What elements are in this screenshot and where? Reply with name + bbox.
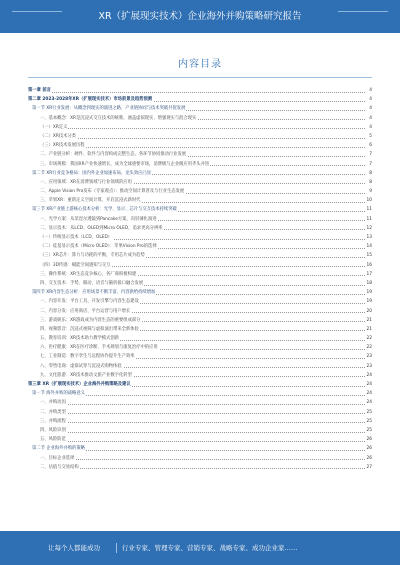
toc-entry[interactable] xyxy=(28,435,372,444)
toc-entry[interactable] xyxy=(28,132,372,141)
toc-entry[interactable] xyxy=(28,95,372,104)
toc-entry-text: 二、内容分发：应用商店、平台运营与用户增长 xyxy=(40,307,131,316)
toc-entry-page: 24 xyxy=(366,371,372,380)
toc-leader-dots xyxy=(40,404,365,405)
toc-entry[interactable] xyxy=(28,297,372,306)
toc-entry[interactable] xyxy=(28,224,372,233)
toc-entry[interactable] xyxy=(28,444,372,453)
toc-entry-page: 18 xyxy=(366,279,372,288)
toc-entry-text: 第一节 XR行业发展：从概念到现实的演进之路，产业链协同与技术突破共促发展 xyxy=(32,104,186,113)
toc-entry-page: 20 xyxy=(366,307,372,316)
toc-entry-page: 6 xyxy=(366,141,372,150)
toc-entry-page: 4 xyxy=(366,86,372,95)
footer-tagline: 行业专家、管理专家、营销专家、战略专家、成功企业家…… xyxy=(122,544,298,552)
toc-entry[interactable] xyxy=(28,371,372,380)
toc-entry[interactable] xyxy=(28,463,372,472)
toc-entry-text: 二、Apple Vision Pro发布（专家观点）：推动空间计算普及与行业生态发展 xyxy=(40,187,185,196)
toc-entry-text: （二）XR技术分类 xyxy=(40,132,77,141)
toc-entry-text: 一、光学方案：从菲涅尔透镜到Pancake方案，向轻薄化演进 xyxy=(40,215,158,224)
toc-entry-text: 三、市场规模：我国XR产业快速增长，成为全球重要市场，消费级与企业级应用齐头并进 xyxy=(40,160,210,169)
toc-entry[interactable] xyxy=(28,279,372,288)
toc-entry[interactable] xyxy=(28,123,372,132)
toc-entry[interactable] xyxy=(28,215,372,224)
toc-entry[interactable] xyxy=(28,251,372,260)
toc-entry-text: 一、目标企业选择 xyxy=(40,454,75,463)
toc-entry-page: 7 xyxy=(366,160,372,169)
toc-entry[interactable] xyxy=(28,288,372,297)
toc-entry-page: 22 xyxy=(366,343,372,352)
toc-entry-page: 11 xyxy=(366,215,372,224)
toc-entry-text: （二）硅基显示技术（Micro OLED）：苹果Vision Pro的选择 xyxy=(40,242,158,251)
toc-entry[interactable] xyxy=(28,187,372,196)
toc-entry[interactable] xyxy=(28,270,372,279)
toc-entry-page: 5 xyxy=(366,132,372,141)
toc-entry-page: 17 xyxy=(366,270,372,279)
toc-entry-text: （三）XR芯片：算力与功耗的平衡，专用芯片成为趋势 xyxy=(40,251,146,260)
toc-entry-text: （一）XR定义 xyxy=(40,123,68,132)
toc-entry-page: 12 xyxy=(366,224,372,233)
toc-entry-text: 第二节 XR行业竞争格局：国内外企业加速布局，龙头效应凸显 xyxy=(32,169,152,178)
toc-entry[interactable] xyxy=(28,86,372,95)
header-bar xyxy=(0,0,400,33)
toc-entry-page: 8 xyxy=(366,178,372,187)
toc-leader-dots xyxy=(40,459,365,460)
toc-entry[interactable] xyxy=(28,242,372,251)
toc-entry[interactable] xyxy=(28,389,372,398)
toc-entry[interactable] xyxy=(28,160,372,169)
toc-entry-text: 四、交互技术：手势、眼动、语音与脑机接口融合发展 xyxy=(40,279,144,288)
toc-leader-dots xyxy=(28,92,365,93)
toc-entry-text: 第三章 XR（扩展现实技术）企业海外并购策略及建议 xyxy=(28,380,132,389)
toc-entry-text: 一、并购动因 xyxy=(40,398,67,407)
toc-entry[interactable] xyxy=(28,205,372,214)
toc-entry-text: 二、估值与交易结构 xyxy=(40,463,80,472)
toc-entry-page: 26 xyxy=(366,444,372,453)
toc-entry[interactable] xyxy=(28,261,372,270)
toc-entry-text: 三、操作系统：XR生态竞争核心，各厂商积极构建 xyxy=(40,270,137,279)
toc-heading: 内容目录 xyxy=(178,59,222,70)
toc-entry-text: 三、并购流程 xyxy=(40,417,67,426)
toc-entry-page: 25 xyxy=(366,426,372,435)
toc-entry-text: 一、基本概念：XR是沉浸式交互技术的统称，涵盖虚拟现实、增强现实与混合现实 xyxy=(40,114,197,123)
toc-entry-text: 六、医疗健康：XR在医疗诊断、手术规划与康复治疗中的应用 xyxy=(40,343,159,352)
footer-bar xyxy=(0,531,400,565)
toc-leader-dots xyxy=(40,128,365,129)
toc-entry[interactable] xyxy=(28,417,372,426)
toc-leader-dots xyxy=(40,413,365,414)
toc-entry-page: 9 xyxy=(366,187,372,196)
toc-entry-text: 第二节 企业海外并购的策略 xyxy=(32,444,86,453)
toc-leader-dots xyxy=(40,432,365,433)
toc-entry-text: 第一章 前言 xyxy=(28,86,52,95)
toc-entry[interactable] xyxy=(28,104,372,113)
toc-entry-page: 4 xyxy=(366,123,372,132)
toc-entry-text: 四、视频影音：沉浸式视频与虚拟演出带来全新体验 xyxy=(40,325,140,334)
toc-entry-text: 二、并购类型 xyxy=(40,408,67,417)
toc-entry-text: 第四节 XR内容生态分析：应用场景不断丰富，内容供给持续增加 xyxy=(32,288,156,297)
toc-entry-page: 10 xyxy=(366,196,372,205)
toc-leader-dots xyxy=(40,147,365,148)
toc-entry-page: 23 xyxy=(366,362,372,371)
toc-entry-text: 四、风险识别 xyxy=(40,426,67,435)
toc-entry-text: （一）传统显示技术（LCD、OLED） xyxy=(40,233,113,242)
footer-slogan: 让每个人都能成功 xyxy=(48,544,100,552)
toc-entry[interactable] xyxy=(28,398,372,407)
toc-entry-page: 22 xyxy=(366,334,372,343)
toc-entry-page: 25 xyxy=(366,417,372,426)
toc-entry[interactable] xyxy=(28,352,372,361)
toc-entry-page: 21 xyxy=(366,325,372,334)
toc-entry-text: 七、工业制造：数字孪生与远程协作提升生产效率 xyxy=(40,352,136,361)
toc-entry[interactable] xyxy=(28,334,372,343)
toc-entry-page: 7 xyxy=(366,150,372,159)
toc-entry[interactable] xyxy=(28,178,372,187)
toc-entry-text: 八、零售电商：虚拟试穿与沉浸式购物体验 xyxy=(40,362,123,371)
toc-entry-text: 二、显示技术：从LCD、OLED到Micro OLED，追求更高分辨率 xyxy=(40,224,164,233)
toc-entry[interactable] xyxy=(28,114,372,123)
toc-entry-page: 14 xyxy=(366,242,372,251)
toc-entry[interactable] xyxy=(28,380,372,389)
toc-divider xyxy=(28,77,372,78)
toc-entry[interactable] xyxy=(28,196,372,205)
toc-entry[interactable] xyxy=(28,426,372,435)
toc-entry-page: 26 xyxy=(366,454,372,463)
toc-entry-page: 25 xyxy=(366,408,372,417)
toc-entry[interactable] xyxy=(28,362,372,371)
toc-entry-text: 二、产业链分析：硬件、软件与内容构成完整生态，各环节协同推动行业发展 xyxy=(40,150,187,159)
toc-entry-text: 第二章 2023-2028年XR（扩展现实技术）市场前景及趋势预测 xyxy=(28,95,153,104)
toc-leader-dots xyxy=(40,138,365,139)
toc-entry-page: 23 xyxy=(366,352,372,361)
toc-entry[interactable] xyxy=(28,454,372,463)
toc-entry-page: 27 xyxy=(366,463,372,472)
header-decoration-right xyxy=(338,11,388,12)
report-title: XR（扩展现实技术）企业海外并购策略研究报告 xyxy=(98,11,302,22)
toc-entry-text: 五、风险防范 xyxy=(40,435,67,444)
toc-entry-text: 五、教育培训：XR技术助力教学模式创新 xyxy=(40,334,120,343)
toc-entry[interactable] xyxy=(28,150,372,159)
toc-entry[interactable] xyxy=(28,316,372,325)
toc-entry-page: 4 xyxy=(366,95,372,104)
toc-entry[interactable] xyxy=(28,233,372,242)
toc-entry-text: 第三节 XR产业链上游核心技术分析：光学、显示、芯片与交互技术持续突破 xyxy=(32,205,178,214)
footer-divider xyxy=(116,543,117,553)
toc-entry[interactable] xyxy=(28,141,372,150)
toc-entry-text: 一、内容开发：平台工具、开发引擎与内容生态建设 xyxy=(40,297,140,306)
toc-entry-page: 24 xyxy=(366,389,372,398)
toc-leader-dots xyxy=(40,422,365,423)
toc-entry-page: 4 xyxy=(366,114,372,123)
toc-entry-page: 11 xyxy=(366,205,372,214)
toc-entry-page: 19 xyxy=(366,288,372,297)
toc-leader-dots xyxy=(40,468,365,469)
toc-entry-page: 15 xyxy=(366,251,372,260)
toc-entry-text: 三、游戏娱乐：XR游戏成为内容生态的重要组成部分 xyxy=(40,316,141,325)
toc-entry[interactable] xyxy=(28,307,372,316)
toc-entry-text: 九、文化旅游：XR技术推动文旅产业数字化转型 xyxy=(40,371,133,380)
toc-entry-page: 24 xyxy=(366,398,372,407)
toc-entry-page: 24 xyxy=(366,380,372,389)
table-of-contents xyxy=(28,86,372,472)
toc-entry-page: 16 xyxy=(366,261,372,270)
toc-leader-dots xyxy=(40,441,365,442)
toc-entry-text: 第一节 海外并购的战略意义 xyxy=(32,389,86,398)
toc-entry-text: （三）XR技术发展历程 xyxy=(40,141,86,150)
toc-entry[interactable] xyxy=(28,343,372,352)
toc-entry-text: （四）3D传感：赋能空间感知与交互 xyxy=(40,261,112,270)
toc-entry-text: 一、应用领域：XR在消费领域与行业领域的应用 xyxy=(40,178,133,187)
toc-entry-text: 三、苹果XR：重新定义空间计算，开启沉浸式新时代 xyxy=(40,196,141,205)
toc-entry[interactable] xyxy=(28,169,372,178)
toc-entry-page: 26 xyxy=(366,435,372,444)
toc-entry[interactable] xyxy=(28,325,372,334)
toc-entry-page: 19 xyxy=(366,297,372,306)
toc-entry-page: 4 xyxy=(366,104,372,113)
toc-entry[interactable] xyxy=(28,408,372,417)
toc-entry-page: 21 xyxy=(366,316,372,325)
toc-entry-page: 8 xyxy=(366,169,372,178)
toc-entry-page: 13 xyxy=(366,233,372,242)
